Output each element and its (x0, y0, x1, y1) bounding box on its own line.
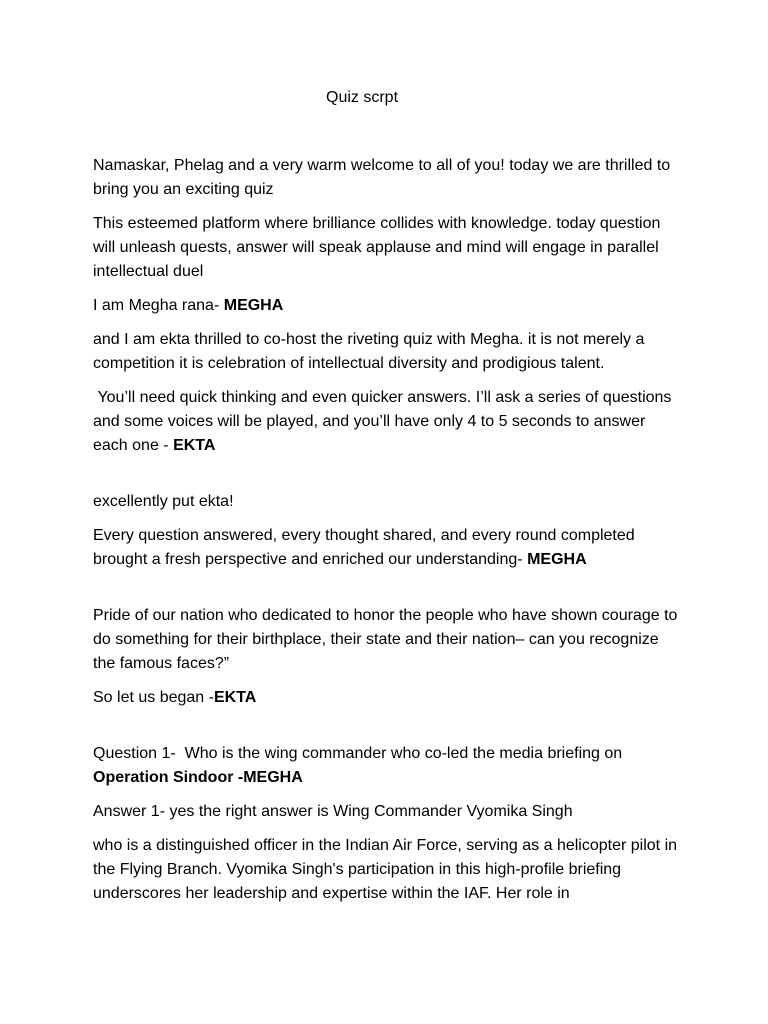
speaker-tag: EKTA (213, 689, 257, 706)
paragraph-lets-begin (93, 686, 683, 710)
paragraph-question-1 (93, 742, 683, 790)
paragraph-text: Question 1- Who is the wing commander who co-led the media briefing on (93, 745, 627, 762)
speaker-tag: MEGHA (527, 551, 587, 568)
paragraph-excellently (93, 490, 683, 514)
paragraph-ekta-intro (93, 328, 683, 376)
paragraph-rules (93, 386, 683, 458)
paragraph-every-question (93, 524, 683, 572)
paragraph-text: and I am ekta thrilled to co-host the riveting quiz with Megha. it is not merely a competition it is celebration of intellectual diversity and prodigious talent. (93, 331, 645, 372)
paragraph-answer-detail (93, 834, 683, 906)
paragraph-text: So let us began - (93, 689, 214, 706)
paragraph-megha-intro (93, 294, 683, 318)
paragraph-text: Pride of our nation who dedicated to honor the people who have shown courage to do something for their birthplace, their state and their nation– can you recognize the famous faces?” (93, 607, 678, 672)
paragraph-answer-1 (93, 800, 683, 824)
paragraph-pride (93, 604, 683, 676)
paragraph-text: This esteemed platform where brilliance collides with knowledge. today question will unleash quests, answer will speak applause and mind will engage in parallel intellectual duel (93, 215, 661, 280)
paragraph-text: You’ll need quick thinking and even quicker answers. I’ll ask a series of questions and some voices will be played, and you’ll have only 4 to 5 seconds to answer each one - (93, 389, 676, 454)
speaker-tag: EKTA (173, 437, 216, 454)
paragraph-text: I am Megha rana- (93, 297, 224, 314)
paragraph-text: Namaskar, Phelag and a very warm welcome to all of you! today we are thrilled to bring you an exciting quiz (93, 157, 671, 198)
paragraph-text: who is a distinguished officer in the Indian Air Force, serving as a helicopter pilot in the Flying Branch. Vyomika Singh's participation in this high-profile briefing underscores her leadership and expertise within the IAF. Her role in (93, 837, 678, 902)
paragraph-welcome (93, 154, 683, 202)
paragraph-platform (93, 212, 683, 284)
speaker-tag: MEGHA (223, 297, 284, 314)
document-body (93, 154, 683, 916)
paragraph-text: excellently put ekta! (93, 493, 234, 510)
paragraph-text: Every question answered, every thought shared, and every round completed brought a fresh perspective and enriched our understanding- (93, 527, 635, 568)
speaker-tag: Operation Sindoor -MEGHA (93, 769, 303, 786)
paragraph-text: Answer 1- yes the right answer is Wing Commander Vyomika Singh (93, 803, 573, 820)
document-title: Quiz scrpt (326, 89, 399, 106)
